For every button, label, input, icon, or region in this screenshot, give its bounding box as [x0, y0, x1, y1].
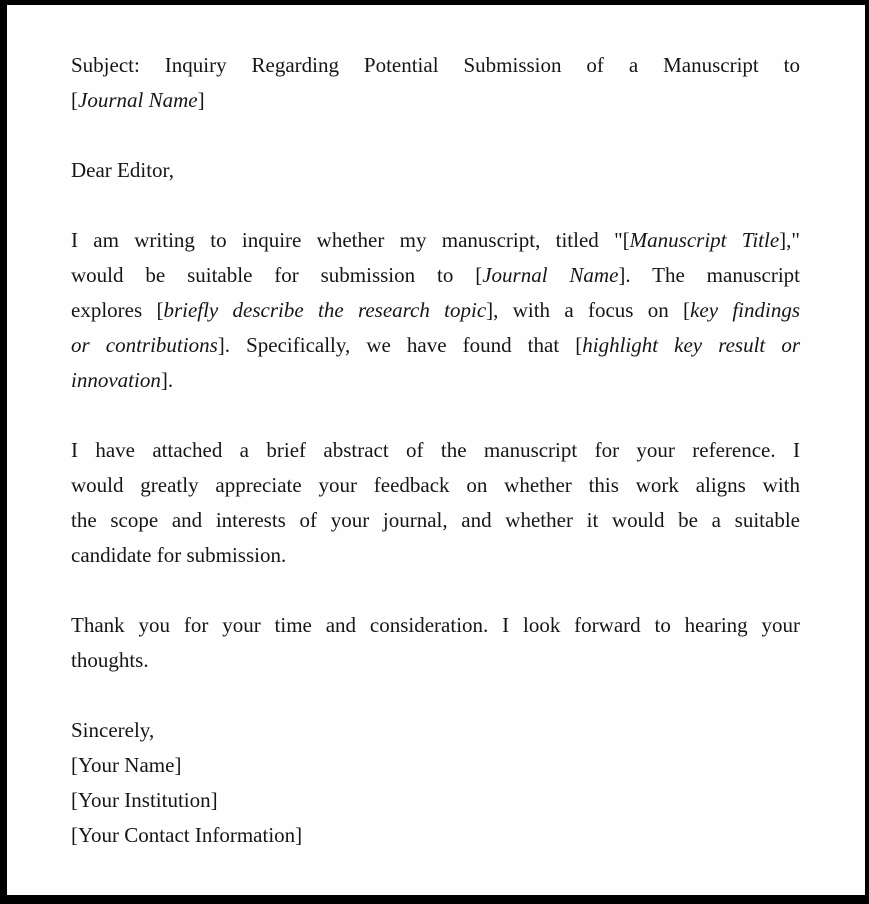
- letter-text: would greatly appreciate your feedback on whether this work aligns with: [71, 473, 800, 497]
- letter-text: Dear Editor,: [71, 158, 174, 182]
- letter-text: [Your Contact Information]: [71, 823, 303, 847]
- body-paragraph-2-line-4: [71, 538, 800, 573]
- body-paragraph-3-line-1: [71, 608, 800, 643]
- placeholder-text: briefly describe the research topic: [163, 298, 487, 322]
- letter-text: candidate for submission.: [71, 543, 287, 567]
- letter-text: ]. Specifically, we have found that [: [217, 333, 583, 357]
- signature-block: [71, 713, 800, 853]
- signature-block-line-1: [71, 713, 800, 748]
- letter-text: Thank you for your time and consideration. I look forward to hearing your: [71, 613, 800, 637]
- letter-text: [Your Institution]: [71, 788, 218, 812]
- placeholder-text: or contributions: [71, 333, 218, 357]
- body-paragraph-2-line-3: [71, 503, 800, 538]
- letter-text: I have attached a brief abstract of the manuscript for your reference. I: [71, 438, 800, 462]
- body-paragraph-3: [71, 608, 800, 678]
- placeholder-text: Journal Name: [78, 88, 198, 112]
- signature-block-line-3: [71, 783, 800, 818]
- subject-line: [71, 48, 800, 118]
- letter-text: ]. The manuscript: [618, 263, 800, 287]
- letter-text: Sincerely,: [71, 718, 155, 742]
- salutation: [71, 153, 800, 188]
- body-paragraph-2: [71, 433, 800, 573]
- letter-text: [Your Name]: [71, 753, 182, 777]
- subject-line-line-2: [71, 83, 800, 118]
- body-paragraph-1: [71, 223, 800, 398]
- body-paragraph-1-line-1: [71, 223, 800, 258]
- salutation-line-1: [71, 153, 800, 188]
- letter-text: ]: [197, 88, 205, 112]
- subject-line-line-1: [71, 48, 800, 83]
- letter-text: ].: [160, 368, 174, 392]
- body-paragraph-2-line-2: [71, 468, 800, 503]
- body-paragraph-1-line-2: [71, 258, 800, 293]
- letter-text: ],": [779, 228, 800, 252]
- signature-block-line-2: [71, 748, 800, 783]
- letter-text: thoughts.: [71, 648, 149, 672]
- letter-text: ], with a focus on [: [486, 298, 691, 322]
- letter-text: I am writing to inquire whether my manuscript, titled "[: [71, 228, 630, 252]
- letter-text: [: [71, 88, 78, 112]
- body-paragraph-3-line-2: [71, 643, 800, 678]
- body-paragraph-1-line-3: [71, 293, 800, 328]
- placeholder-text: key findings: [690, 298, 801, 322]
- placeholder-text: Manuscript Title: [629, 228, 780, 252]
- placeholder-text: Journal Name: [482, 263, 619, 287]
- letter-page: [7, 5, 865, 895]
- body-paragraph-1-line-4: [71, 328, 800, 363]
- signature-block-line-4: [71, 818, 800, 853]
- body-paragraph-2-line-1: [71, 433, 800, 468]
- placeholder-text: highlight key result or: [582, 333, 801, 357]
- placeholder-text: innovation: [71, 368, 161, 392]
- letter-text: Subject: Inquiry Regarding Potential Submission of a Manuscript to: [71, 53, 800, 77]
- letter-text: explores [: [71, 298, 164, 322]
- body-paragraph-1-line-5: [71, 363, 800, 398]
- letter-text: would be suitable for submission to [: [71, 263, 483, 287]
- letter-text: the scope and interests of your journal, and whether it would be a suitable: [71, 508, 800, 532]
